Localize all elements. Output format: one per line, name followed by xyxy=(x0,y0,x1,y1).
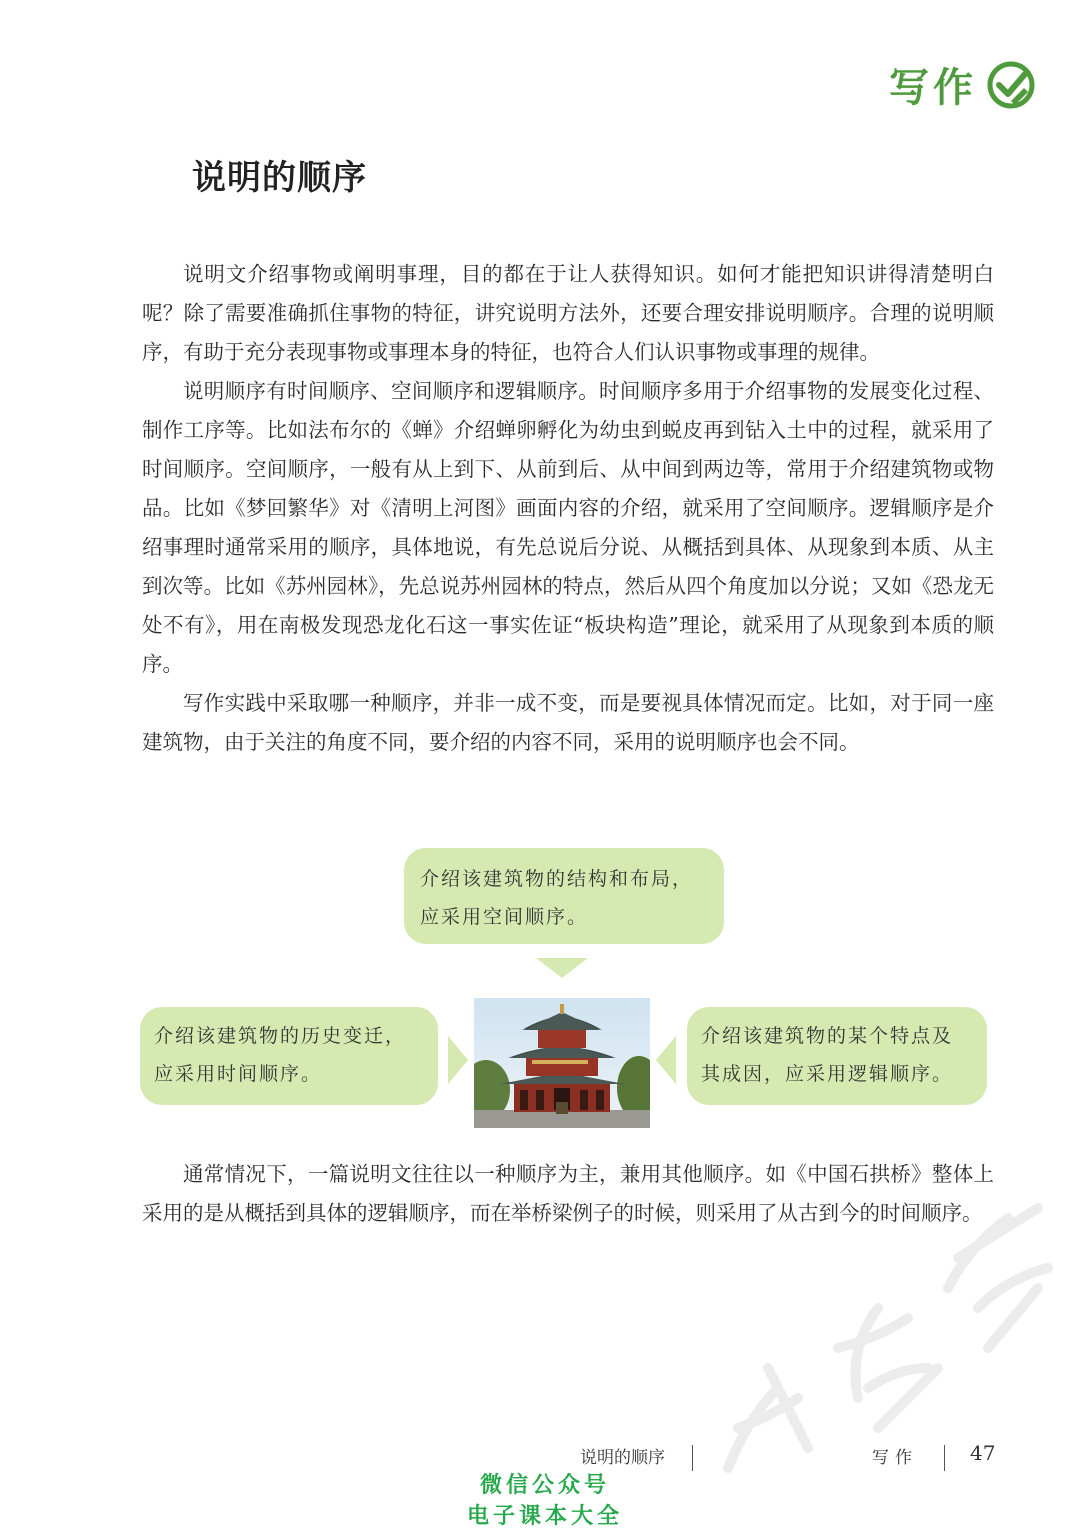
footer-divider xyxy=(692,1445,693,1471)
spatial-order-bubble xyxy=(404,848,724,944)
page-title: 说明的顺序 xyxy=(192,158,367,198)
bubble-line: 应采用时间顺序。 xyxy=(154,1063,323,1085)
paragraph: 说明文介绍事物或阐明事理，目的都在于让人获得知识。如何才能把知识讲得清楚明白呢？除了需要准确抓住事物的特征，讲究说明方法外，还要合理安排说明顺序。合理的说明顺序，有助于充分表现事物或事理本身的特征，也符合人们认识事物或事理的规律。 xyxy=(142,262,994,364)
bubble-line: 应采用空间顺序。 xyxy=(420,906,589,928)
arrow-left-icon xyxy=(656,1036,676,1084)
footer-section: 写作 xyxy=(872,1448,918,1468)
body-text xyxy=(142,255,994,762)
pen-check-icon xyxy=(987,61,1035,109)
body-text-closing xyxy=(142,1155,994,1233)
section-label: 写作 xyxy=(889,65,977,111)
bubble-line: 其成因，应采用逻辑顺序。 xyxy=(701,1063,954,1085)
section-header xyxy=(889,56,1035,113)
paragraph: 通常情况下，一篇说明文往往以一种顺序为主，兼用其他顺序。如《中国石拱桥》整体上采用的是从概括到具体的逻辑顺序，而在举桥梁例子的时候，则采用了从古到今的时间顺序。 xyxy=(142,1162,994,1225)
arrow-right-icon xyxy=(448,1036,468,1084)
bubble-line: 介绍该建筑物的某个特点及 xyxy=(701,1025,954,1047)
paragraph: 写作实践中采取哪一种顺序，并非一成不变，而是要视具体情况而定。比如，对于同一座建筑物，由于关注的角度不同，要介绍的内容不同，采用的说明顺序也会不同。 xyxy=(142,691,994,754)
bubble-line: 介绍该建筑物的结构和布局， xyxy=(420,868,694,890)
footer-chapter: 说明的顺序 xyxy=(580,1448,665,1468)
stamp-line: 电子课本大全 xyxy=(466,1504,623,1529)
bubble-line: 介绍该建筑物的历史变迁， xyxy=(154,1025,407,1047)
logical-order-bubble xyxy=(687,1007,987,1105)
paragraph: 说明顺序有时间顺序、空间顺序和逻辑顺序。时间顺序多用于介绍事物的发展变化过程、制作工序等。比如法布尔的《蝉》介绍蝉卵孵化为幼虫到蜕皮再到钻入土中的过程，就采用了时间顺序。空间顺序，一般有从上到下、从前到后、从中间到两边等，常用于介绍建筑物或物品。比如《梦回繁华》对《清明上河图》画面内容的介绍，就采用了空间顺序。逻辑顺序是介绍事理时通常采用的顺序，具体地说，有先总说后分说、从概括到具体、从现象到本质、从主到次等。比如《苏州园林》，先总说苏州园林的特点，然后从四个角度加以分说；又如《恐龙无处不有》，用在南极发现恐龙化石这一事实佐证“板块构造”理论，就采用了从现象到本质的顺序。 xyxy=(142,379,994,676)
building-photo xyxy=(474,998,650,1128)
stamp-line: 微信公众号 xyxy=(479,1473,610,1498)
footer-divider xyxy=(944,1445,945,1471)
page-number: 47 xyxy=(970,1441,996,1465)
arrow-down-icon xyxy=(536,958,588,978)
publisher-stamp xyxy=(440,1470,650,1532)
time-order-bubble xyxy=(140,1007,438,1105)
page-footer xyxy=(0,1443,1087,1473)
